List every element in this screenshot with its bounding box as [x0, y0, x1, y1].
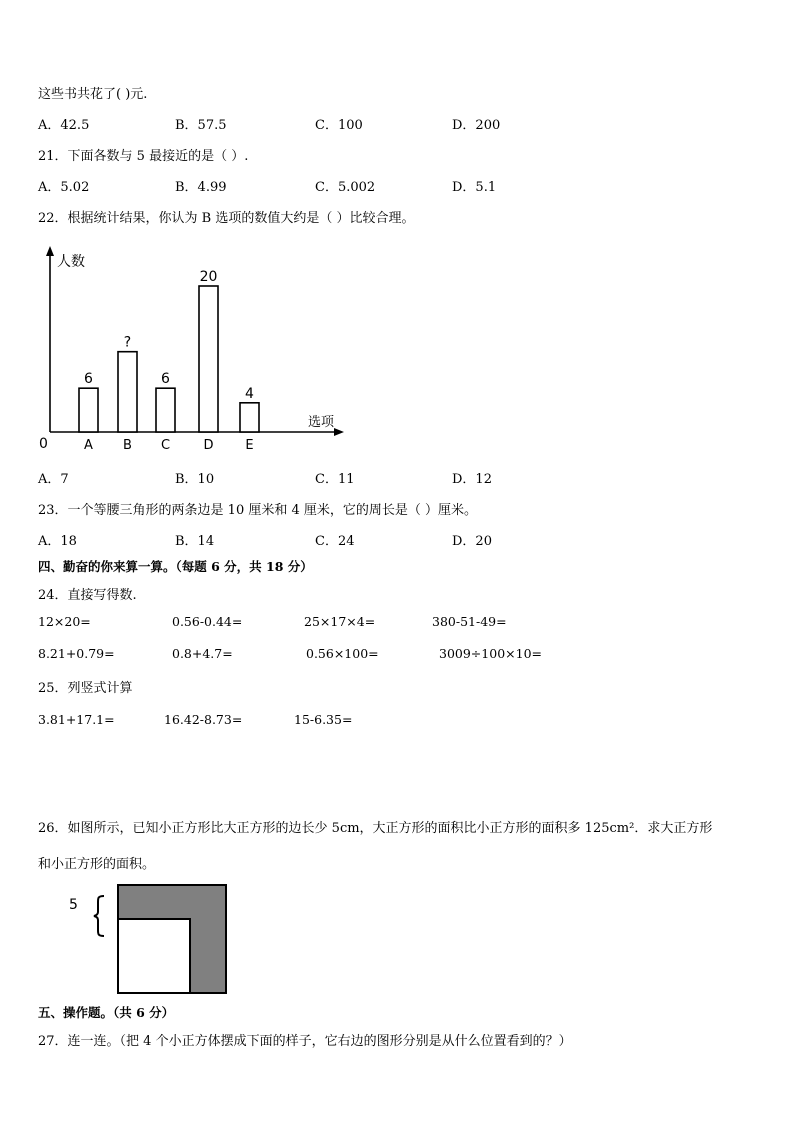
- calc-item: 3009÷100×10=: [439, 646, 542, 661]
- option-d: D．200: [452, 118, 501, 133]
- small-square: [118, 919, 190, 993]
- calc-item: 0.56-0.44=: [172, 614, 243, 629]
- option-b: B．4.99: [175, 180, 227, 195]
- data-label-C: 6: [161, 371, 170, 388]
- chart-bars: [79, 269, 259, 453]
- calc-item: 380-51-49=: [432, 614, 507, 629]
- option-a: A．7: [38, 472, 69, 487]
- squares-figure: [60, 880, 240, 998]
- option-b: B．10: [175, 472, 215, 487]
- q22-options: [38, 468, 778, 486]
- bar-chart: [30, 240, 360, 460]
- calc-item: 8.21+0.79=: [38, 646, 115, 661]
- q22-stem: 22．根据统计结果，你认为 B 选项的数值大约是（ ）比较合理。: [38, 211, 415, 226]
- q23-options: [38, 530, 778, 548]
- data-label-B: ?: [123, 334, 132, 351]
- y-axis-label: 人数: [57, 254, 85, 270]
- x-tick-label-B: B: [123, 438, 132, 453]
- option-a: A．18: [38, 534, 77, 549]
- q26-line1: 26．如图所示，已知小正方形比大正方形的边长少 5cm，大正方形的面积比小正方形的面积多 125cm²．求大正方形: [38, 821, 713, 836]
- option-c: C．11: [315, 472, 355, 487]
- option-d: D．20: [452, 534, 492, 549]
- brace-icon: [94, 896, 104, 936]
- data-label-A: 6: [84, 371, 93, 388]
- calc-item: 3.81+17.1=: [38, 712, 115, 727]
- x-axis-arrow: [334, 428, 344, 436]
- option-b: B．14: [175, 534, 215, 549]
- bar-C: [156, 388, 175, 432]
- bar-D: [199, 286, 218, 432]
- calc-item: 15-6.35=: [294, 712, 353, 727]
- q20-stem: 这些书共花了( )元.: [38, 87, 148, 102]
- q24-stem: 24．直接写得数.: [38, 588, 137, 603]
- q20-options: [38, 114, 778, 132]
- bar-B: [118, 352, 137, 432]
- option-a: A．5.02: [38, 180, 90, 195]
- data-label-D: 20: [199, 269, 218, 285]
- option-a: A．42.5: [38, 118, 90, 133]
- section-5-title: 五、操作题。（共 6 分）: [38, 1005, 175, 1020]
- q21-options: [38, 176, 778, 194]
- option-c: C．100: [315, 118, 363, 133]
- option-d: D．5.1: [452, 180, 497, 195]
- option-b: B．57.5: [175, 118, 227, 133]
- calc-item: 16.42-8.73=: [164, 712, 243, 727]
- bar-E: [240, 403, 259, 432]
- figure-side-label: 5: [69, 897, 78, 913]
- x-axis-label: 选项: [308, 415, 335, 430]
- x-tick-label-C: C: [160, 438, 171, 453]
- calc-item: 25×17×4=: [304, 614, 376, 629]
- origin-label: 0: [39, 436, 48, 452]
- q23-stem: 23．一个等腰三角形的两条边是 10 厘米和 4 厘米，它的周长是（ ）厘米。: [38, 503, 478, 518]
- option-d: D．12: [452, 472, 492, 487]
- q26-line2: 和小正方形的面积。: [38, 857, 156, 872]
- q25-stem: 25．列竖式计算: [38, 681, 133, 696]
- option-c: C．24: [315, 534, 355, 549]
- section-4-title: 四、勤奋的你来算一算。（每题 6 分，共 18 分）: [38, 559, 313, 574]
- x-tick-label-E: E: [245, 438, 254, 453]
- q21-stem: 21．下面各数与 5 最接近的是（ ）.: [38, 149, 249, 164]
- calc-item: 12×20=: [38, 614, 91, 629]
- x-tick-label-A: A: [84, 438, 93, 453]
- data-label-E: 4: [245, 385, 254, 402]
- y-axis-arrow: [46, 246, 54, 256]
- bar-A: [79, 388, 98, 432]
- q27-stem: 27．连一连。（把 4 个小正方体摆成下面的样子，它右边的图形分别是从什么位置看到的？）: [38, 1034, 572, 1049]
- calc-item: 0.8+4.7=: [172, 646, 233, 661]
- option-c: C．5.002: [315, 180, 376, 195]
- x-tick-label-D: D: [203, 438, 214, 453]
- calc-item: 0.56×100=: [306, 646, 379, 661]
